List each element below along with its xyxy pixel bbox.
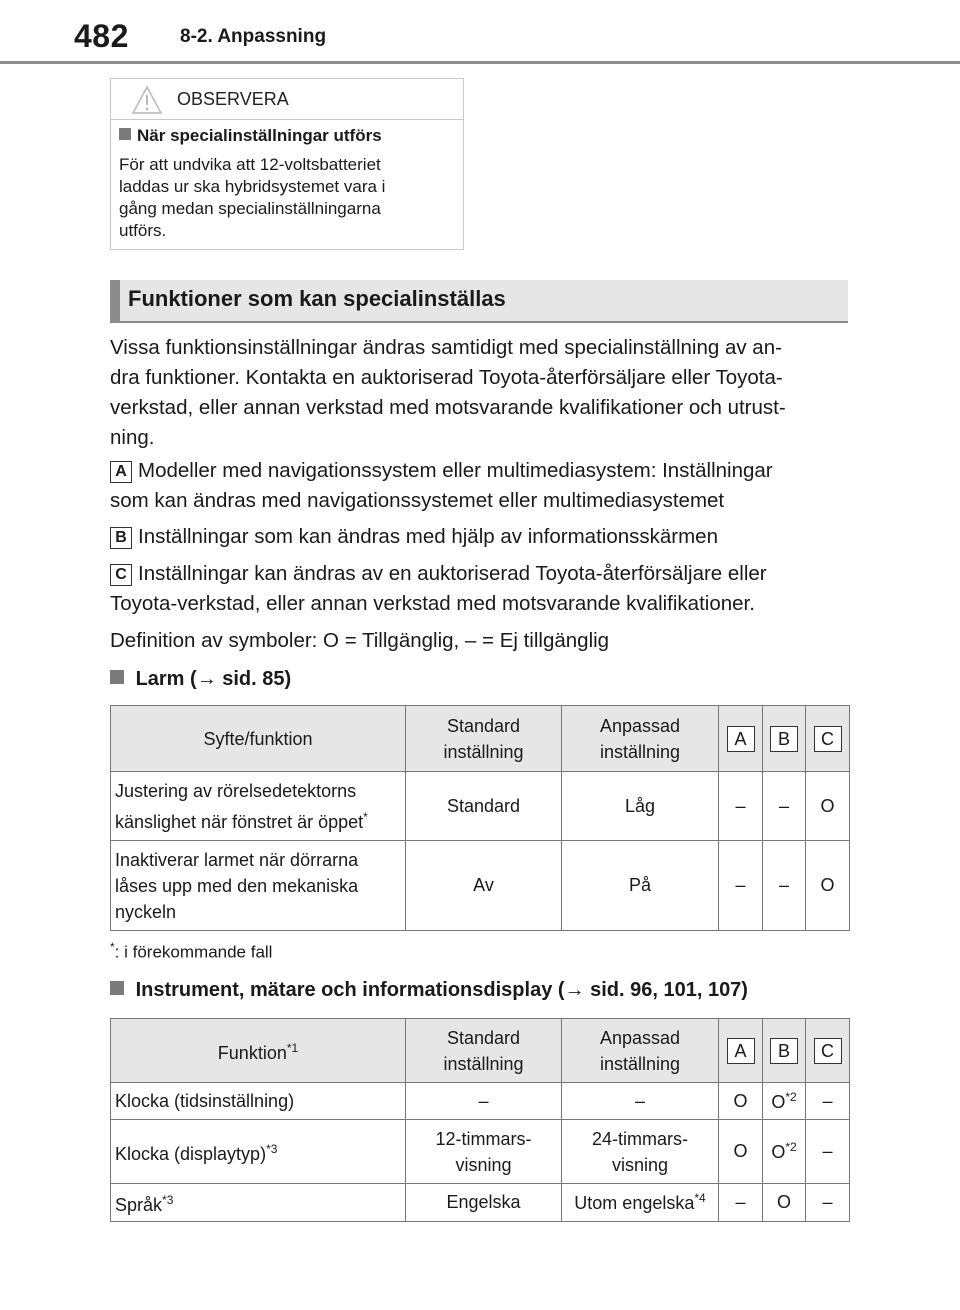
- a-cell: O: [719, 1083, 763, 1120]
- table-row: [111, 1120, 850, 1184]
- intro-paragraph: Vissa funktionsinställningar ändras samtidigt med specialinställning av an- dra funktioner. Kontakta en auktoriserad Toyota-återförsäljare eller Toyota- verkstad, eller annan verkstad med motsvarande kvalifikationer och utrust- ning.: [110, 336, 786, 449]
- table-row: [111, 772, 850, 841]
- standard-cell: Engelska: [406, 1184, 562, 1222]
- badge-c: C: [814, 1038, 842, 1064]
- c-cell: –: [806, 1083, 850, 1120]
- page-number: 482: [74, 18, 129, 54]
- table-row: [111, 1184, 850, 1222]
- a-cell: –: [719, 1184, 763, 1222]
- header-cell: Funktion$^{*1}$: [111, 1019, 406, 1083]
- observera-text: För att undvika att 12-voltsbatteriet laddas ur ska hybridsystemet vara i gång medan specialinställningarna utförs.: [119, 155, 386, 240]
- badge-c: C: [110, 564, 132, 586]
- arrow-right-icon: →: [196, 668, 217, 690]
- instrument-table: [110, 1018, 850, 1222]
- larm-heading: Larm (→ sid. 85): [110, 668, 291, 691]
- standard-cell: Standard: [406, 772, 562, 841]
- b-cell: –: [763, 772, 806, 841]
- badge-c: C: [814, 726, 842, 752]
- badge-b: B: [770, 1038, 798, 1064]
- badge-a: A: [727, 726, 755, 752]
- a-cell: –: [719, 772, 763, 841]
- header-divider: [0, 61, 960, 64]
- header-cell: Anpassad inställning: [562, 1019, 719, 1083]
- function-cell: Språk$^{*3}$: [111, 1184, 406, 1222]
- b-cell: $O^{*2}$: [763, 1083, 806, 1120]
- standard-cell: –: [406, 1083, 562, 1120]
- symbol-definition: Definition av symboler: O = Tillgänglig, – = Ej tillgänglig: [110, 629, 610, 652]
- function-cell: Klocka (tidsinställning): [111, 1083, 406, 1120]
- chapter-title: 8-2. Anpassning: [180, 26, 327, 47]
- custom-cell: –: [562, 1083, 719, 1120]
- warning-triangle-icon: [131, 85, 163, 115]
- table-header-row: [111, 706, 850, 772]
- arrow-right-icon: →: [564, 979, 585, 1001]
- custom-cell: Låg: [562, 772, 719, 841]
- table-row: [111, 1083, 850, 1120]
- custom-cell: Utom engelska$^{*4}$: [562, 1184, 719, 1222]
- header-cell: Standard inställning: [406, 706, 562, 772]
- instrument-heading: Instrument, mätare och informationsdisplay (→ sid. 96, 101, 107): [110, 979, 748, 1002]
- b-cell: –: [763, 841, 806, 931]
- function-cell: Justering av rörelsedetektorns känslighet när fönstret är öppet*: [111, 772, 406, 841]
- header-cell: Syfte/funktion: [111, 706, 406, 772]
- c-cell: O: [806, 841, 850, 931]
- function-cell: Inaktiverar larmet när dörrarna låses upp med den mekaniska nyckeln: [111, 841, 406, 931]
- observera-box: [110, 78, 464, 250]
- legend-b: B Inställningar som kan ändras med hjälp av informationsskärmen: [110, 522, 850, 552]
- header-cell: [763, 1019, 806, 1083]
- c-cell: –: [806, 1184, 850, 1222]
- custom-cell: 24-timmars- visning: [562, 1120, 719, 1184]
- header-cell: Standard inställning: [406, 1019, 562, 1083]
- square-bullet-icon: [110, 981, 124, 995]
- standard-cell: Av: [406, 841, 562, 931]
- section-title: Funktioner som kan specialinställas: [128, 286, 506, 311]
- table-row: [111, 841, 850, 931]
- b-cell: $O^{*2}$: [763, 1120, 806, 1184]
- footnote: *: i förekommande fall: [110, 940, 273, 962]
- square-bullet-icon: [119, 128, 131, 140]
- legend-c: C Inställningar kan ändras av en auktoriserad Toyota-återförsäljare eller Toyota-verkstad, eller annan verkstad med motsvarande kvalifikationer.: [110, 562, 767, 615]
- custom-cell: På: [562, 841, 719, 931]
- c-cell: –: [806, 1120, 850, 1184]
- header-cell: [806, 1019, 850, 1083]
- badge-b: B: [770, 726, 798, 752]
- square-bullet-icon: [110, 670, 124, 684]
- badge-a: A: [110, 461, 132, 483]
- badge-b: B: [110, 527, 132, 549]
- larm-table: [110, 705, 850, 931]
- legend-a: A Modeller med navigationssystem eller multimediasystem: Inställningar som kan ändras med navigationssystemet eller multimediasystemet: [110, 459, 773, 512]
- a-cell: O: [719, 1120, 763, 1184]
- section-heading: [110, 280, 848, 323]
- b-cell: O: [763, 1184, 806, 1222]
- standard-cell: 12-timmars- visning: [406, 1120, 562, 1184]
- observera-subheading: När specialinställningar utförs: [119, 126, 382, 146]
- table-header-row: [111, 1019, 850, 1083]
- header-cell: [763, 706, 806, 772]
- badge-a: A: [727, 1038, 755, 1064]
- header-cell: [806, 706, 850, 772]
- observera-header: [111, 79, 463, 120]
- c-cell: O: [806, 772, 850, 841]
- observera-title: OBSERVERA: [177, 89, 289, 109]
- header-cell: Anpassad inställning: [562, 706, 719, 772]
- header-cell: [719, 706, 763, 772]
- function-cell: Klocka (displaytyp)$^{*3}$: [111, 1120, 406, 1184]
- a-cell: –: [719, 841, 763, 931]
- header-cell: [719, 1019, 763, 1083]
- section-bar: [110, 280, 120, 321]
